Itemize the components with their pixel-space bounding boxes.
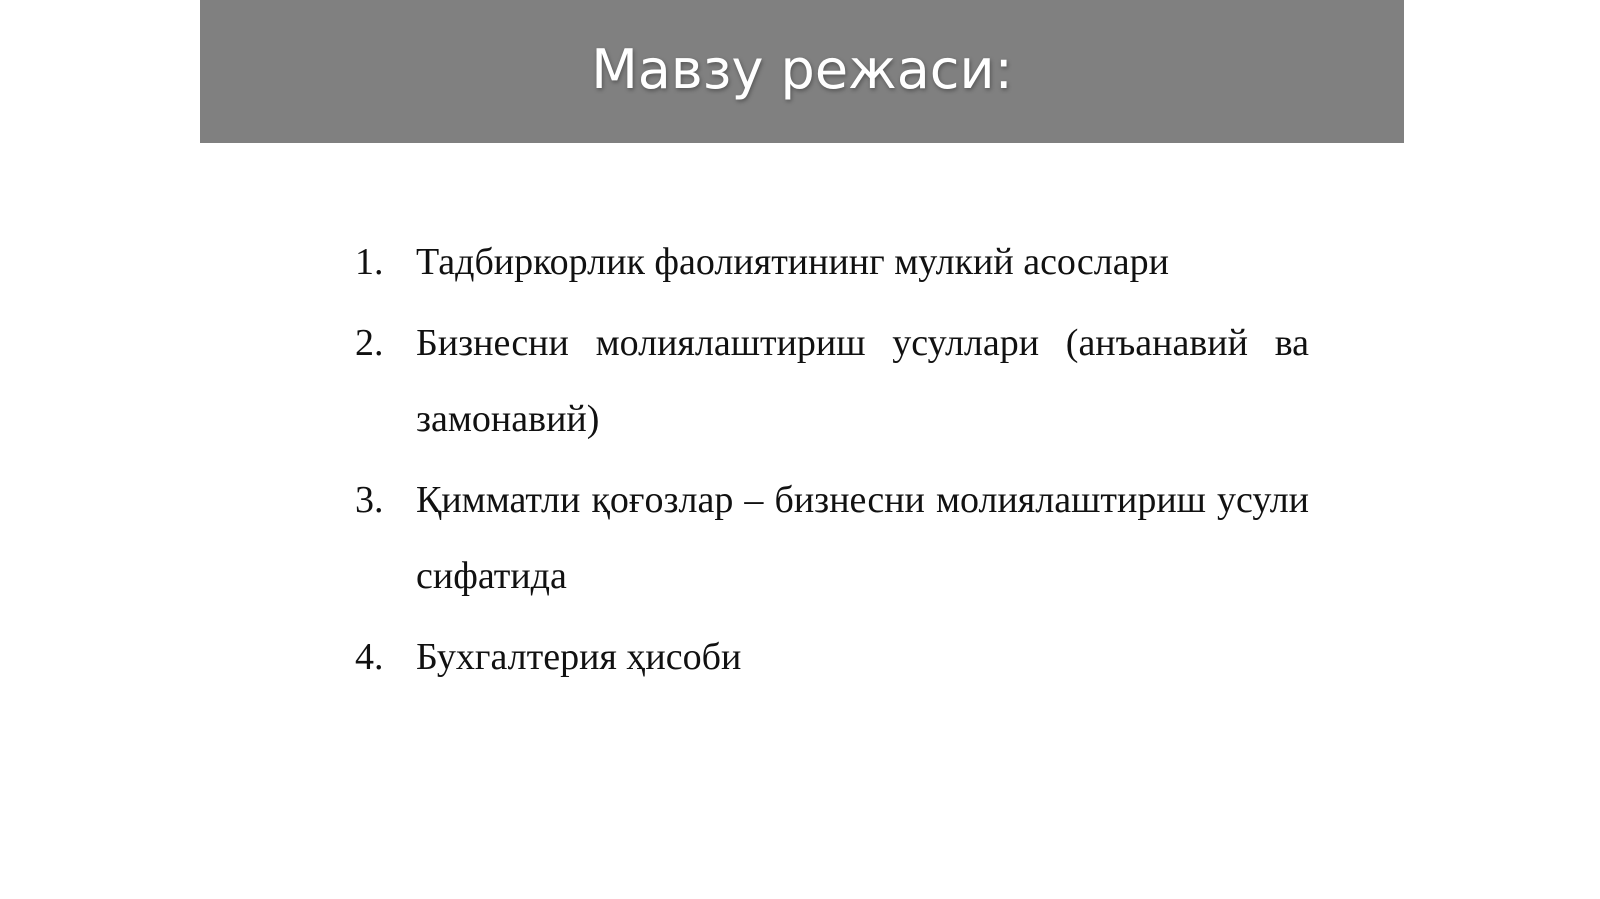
agenda-item — [355, 619, 1309, 695]
slide-title: Мавзу режаси: — [591, 38, 1013, 101]
agenda-item — [355, 224, 1309, 300]
agenda-item-text: Қимматли қоғозлар – бизнесни молиялаштириш усули сифатида — [416, 479, 1309, 597]
agenda-item-number: 1. — [355, 241, 384, 283]
agenda-item — [355, 462, 1309, 614]
agenda-item-text: Бизнесни молиялаштириш усуллари (анъанавий ва замонавий) — [416, 322, 1309, 440]
agenda-item-text: Бухгалтерия ҳисоби — [416, 636, 742, 678]
agenda-item-number: 3. — [355, 479, 384, 521]
agenda-item-number: 4. — [355, 636, 384, 678]
agenda-item-text: Тадбиркорлик фаолиятининг мулкий асослари — [416, 241, 1169, 283]
agenda-item-number: 2. — [355, 322, 384, 364]
title-bar — [200, 0, 1404, 143]
agenda-list — [355, 224, 1309, 700]
agenda-item — [355, 305, 1309, 457]
